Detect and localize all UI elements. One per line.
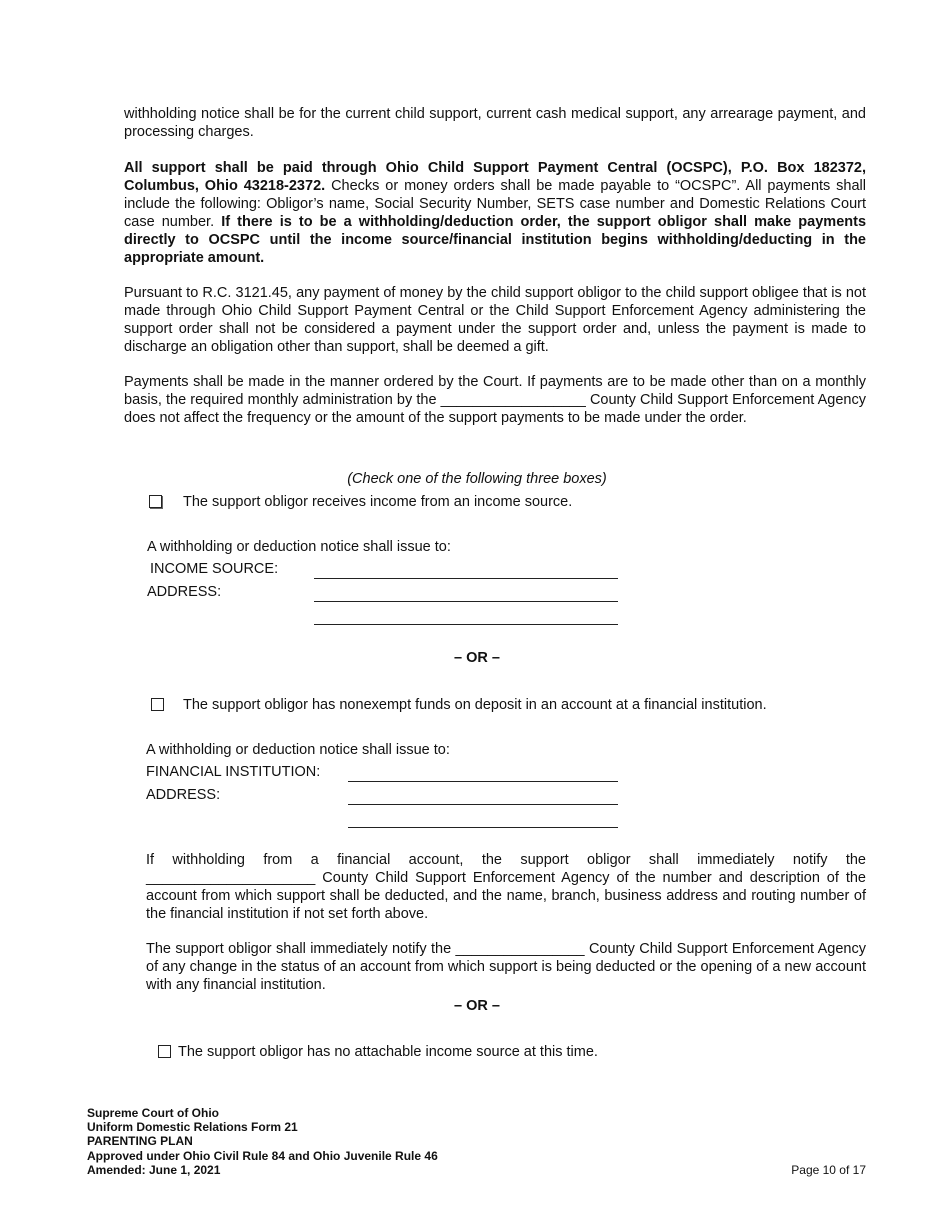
footer-plan-title: PARENTING PLAN (87, 1134, 193, 1149)
financial-institution-field-label: FINANCIAL INSTITUTION: (146, 764, 321, 780)
page-number: Page 10 of 17 (791, 1163, 866, 1177)
financial-address-input-line-2[interactable] (348, 827, 618, 828)
paragraph-withholding-notice: withholding notice shall be for the current child support, current cash medical support, any arrearage payment, and processing charges. (124, 106, 866, 140)
financial-institution-input-line[interactable] (348, 781, 618, 782)
or-separator-2: – OR – (454, 998, 500, 1014)
or-separator: – OR – (454, 650, 500, 666)
paragraph-notify-change (146, 940, 866, 994)
income-address-input-line-2[interactable] (314, 624, 618, 625)
income-address-input-line-1[interactable] (314, 601, 618, 602)
notify-change-text-end: County Child Support Enforcement Agency of any change in the status of an account from which support is being deducted or the opening of a new account with any financial institution. (146, 941, 866, 993)
income-source-checkbox[interactable] (149, 495, 162, 508)
no-income-source-option-label: The support obligor has no attachable income source at this time. (178, 1044, 598, 1060)
paragraph-payment-instructions (124, 159, 866, 267)
financial-address-input-line-1[interactable] (348, 804, 618, 805)
paragraph-gift-rule: Pursuant to R.C. 3121.45, any payment of money by the child support obligor to the child support obligee that is not made through Ohio Child Support Payment Central or the Child Support Enforcement Agency administering the support order shall not be considered a payment under the support order and, unless the payment is made to discharge an obligation other than support, shall be deemed a gift. (124, 285, 866, 355)
paragraph-notify-account (146, 851, 866, 923)
financial-institution-option-label: The support obligor has nonexempt funds on deposit in an account at a financial institution. (183, 697, 767, 713)
county-blank-field-3[interactable]: ________________ (455, 941, 585, 957)
income-source-input-line[interactable] (314, 578, 618, 579)
payment-address-text: All support shall be paid through Ohio Child Support Payment Central (OCSPC), P.O. Box 182372, Columbus, Ohio 43218-2372. (124, 160, 866, 194)
paragraph-payment-manner (124, 373, 866, 427)
payment-requirements-text: Checks or money orders shall be made payable to “OCSPC”. All payments shall include the following: Obligor’s name, Social Security Number, SETS case number and Domestic Relations Court case number. (124, 178, 867, 230)
footer-approval: Approved under Ohio Civil Rule 84 and Ohio Juvenile Rule 46 (87, 1148, 438, 1163)
income-source-option-label: The support obligor receives income from an income source. (183, 494, 573, 510)
withholding-order-text: If there is to be a withholding/deduction order, the support obligor shall make payments directly to OCSPC until the income source/financial institution begins withholding/deducting in the appropriate amount. (124, 214, 867, 266)
check-instruction: (Check one of the following three boxes) (347, 471, 607, 487)
payment-manner-text: Payments shall be made in the manner ordered by the Court. If payments are to be made other than on a monthly basis, the required monthly administration by the (124, 374, 866, 408)
county-blank-field[interactable]: __________________ (440, 392, 586, 408)
form-footer (87, 1106, 438, 1177)
county-blank-field-2[interactable]: _____________________ (146, 870, 316, 886)
income-source-notice-text: A withholding or deduction notice shall issue to: (147, 539, 451, 555)
footer-form-name: Uniform Domestic Relations Form 21 (87, 1120, 298, 1135)
income-source-field-label: INCOME SOURCE: (150, 561, 279, 577)
financial-institution-checkbox[interactable] (151, 698, 164, 711)
financial-address-field-label: ADDRESS: (146, 787, 221, 803)
no-income-source-checkbox[interactable] (158, 1045, 171, 1058)
notify-account-text: If withholding from a financial account, the support obligor shall immediately notify the (146, 852, 866, 868)
financial-notice-text: A withholding or deduction notice shall issue to: (146, 742, 450, 758)
income-address-field-label: ADDRESS: (147, 584, 222, 600)
payment-manner-text-end: County Child Support Enforcement Agency does not affect the frequency or the amount of the support payments to be made under the order. (124, 392, 866, 426)
footer-amended-date: Amended: June 1, 2021 (87, 1162, 221, 1177)
footer-court: Supreme Court of Ohio (87, 1106, 219, 1120)
notify-change-text: The support obligor shall immediately notify the (146, 941, 456, 957)
notify-account-text-end: County Child Support Enforcement Agency of the number and description of the account from which support shall be deducted, and the name, branch, business address and routing number of the financial institution if not set forth above. (146, 870, 866, 922)
